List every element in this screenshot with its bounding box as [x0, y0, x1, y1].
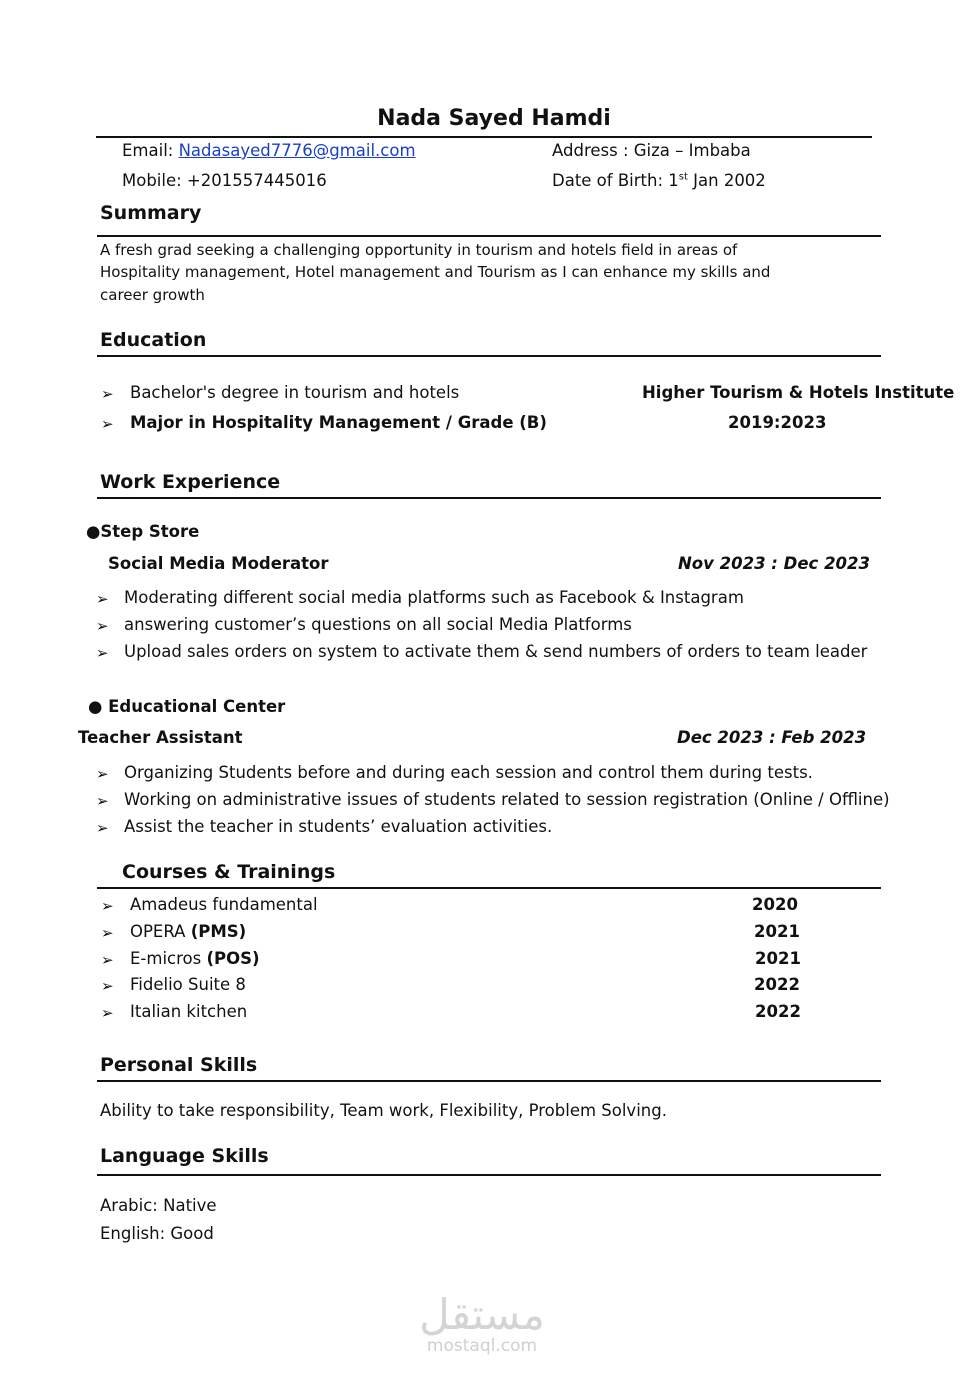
education-institute: Higher Tourism & Hotels Institute	[642, 383, 955, 402]
arrow-bullet-icon: ➢	[101, 415, 114, 433]
work-divider	[97, 497, 881, 499]
job-bullet: Organizing Students before and during each session and control them during tests.	[124, 763, 813, 782]
personal-skills-title: Personal Skills	[100, 1054, 258, 1076]
header-divider	[96, 136, 872, 138]
email-line	[122, 141, 416, 160]
arrow-bullet-icon: ➢	[101, 385, 114, 403]
course-name-text: E-micros	[130, 949, 207, 968]
arrow-bullet-icon: ➢	[96, 617, 109, 635]
personal-skills-divider	[97, 1080, 881, 1082]
job-bullet: answering customer’s questions on all social Media Platforms	[124, 615, 632, 634]
course-name-text: Fidelio Suite 8	[130, 975, 246, 994]
summary-line-1: A fresh grad seeking a challenging opportunity in tourism and hotels field in areas of	[100, 241, 738, 259]
course-year: 2021	[754, 922, 800, 941]
course-year: 2022	[754, 975, 800, 994]
course-name	[130, 949, 260, 968]
education-years: 2019:2023	[728, 413, 827, 432]
watermark-logo: مستقل	[419, 1290, 545, 1339]
watermark-url: mostaql.com	[426, 1336, 538, 1356]
job-company: ●Step Store	[86, 522, 200, 541]
dob-ordinal: st	[678, 171, 688, 183]
mobile: Mobile: +201557445016	[122, 171, 327, 190]
arrow-bullet-icon: ➢	[101, 951, 114, 969]
arrow-bullet-icon: ➢	[96, 792, 109, 810]
arrow-bullet-icon: ➢	[96, 644, 109, 662]
date-of-birth	[552, 171, 766, 190]
course-name	[130, 895, 318, 914]
work-title: Work Experience	[100, 471, 281, 493]
job-dates: Nov 2023 : Dec 2023	[678, 554, 870, 573]
language-skills-divider	[97, 1174, 881, 1176]
language-english: English: Good	[100, 1224, 214, 1243]
education-major: Major in Hospitality Management / Grade (B)	[130, 413, 547, 432]
course-name	[130, 1002, 247, 1021]
job-company: ● Educational Center	[88, 697, 286, 716]
candidate-name: Nada Sayed Hamdi	[377, 106, 611, 131]
course-year: 2021	[755, 949, 801, 968]
course-name-bold: (PMS)	[190, 922, 247, 941]
course-name-text: Amadeus fundamental	[130, 895, 318, 914]
course-name-text: OPERA	[130, 922, 191, 941]
summary-line-3: career growth	[100, 286, 205, 304]
course-name	[130, 922, 246, 941]
job-bullet: Moderating different social media platforms such as Facebook & Instagram	[124, 588, 744, 607]
education-divider	[97, 355, 881, 357]
dob-prefix: Date of Birth: 1	[552, 171, 679, 190]
email-label: Email:	[122, 141, 174, 160]
job-role: Teacher Assistant	[78, 728, 243, 747]
job-dates: Dec 2023 : Feb 2023	[677, 728, 867, 747]
job-role: Social Media Moderator	[108, 554, 329, 573]
course-name-text: Italian kitchen	[130, 1002, 248, 1021]
email-link[interactable]: Nadasayed7776@gmail.com	[178, 141, 416, 160]
course-year: 2020	[752, 895, 798, 914]
summary-title: Summary	[100, 202, 202, 224]
address: Address : Giza – Imbaba	[552, 141, 751, 160]
education-title: Education	[100, 329, 207, 351]
summary-line-2: Hospitality management, Hotel management and Tourism as I can enhance my skills and	[100, 263, 771, 281]
job-bullet: Assist the teacher in students’ evaluation activities.	[124, 817, 553, 836]
courses-divider	[97, 887, 881, 889]
language-skills-title: Language Skills	[100, 1145, 269, 1167]
arrow-bullet-icon: ➢	[96, 819, 109, 837]
course-year: 2022	[755, 1002, 801, 1021]
arrow-bullet-icon: ➢	[101, 924, 114, 942]
arrow-bullet-icon: ➢	[101, 897, 114, 915]
education-degree: Bachelor's degree in tourism and hotels	[130, 383, 460, 402]
arrow-bullet-icon: ➢	[96, 590, 109, 608]
personal-skills-text: Ability to take responsibility, Team work, Flexibility, Problem Solving.	[100, 1101, 667, 1120]
course-name-bold: (POS)	[206, 949, 260, 968]
language-arabic: Arabic: Native	[100, 1196, 217, 1215]
arrow-bullet-icon: ➢	[96, 765, 109, 783]
course-name	[130, 975, 246, 994]
job-bullet: Upload sales orders on system to activate them & send numbers of orders to team leader	[124, 642, 868, 661]
arrow-bullet-icon: ➢	[101, 1004, 114, 1022]
arrow-bullet-icon: ➢	[101, 977, 114, 995]
summary-divider	[97, 235, 881, 237]
courses-title: Courses & Trainings	[122, 861, 336, 883]
job-bullet: Working on administrative issues of students related to session registration (Online / Offline)	[124, 790, 890, 809]
dob-suffix: Jan 2002	[687, 171, 766, 190]
